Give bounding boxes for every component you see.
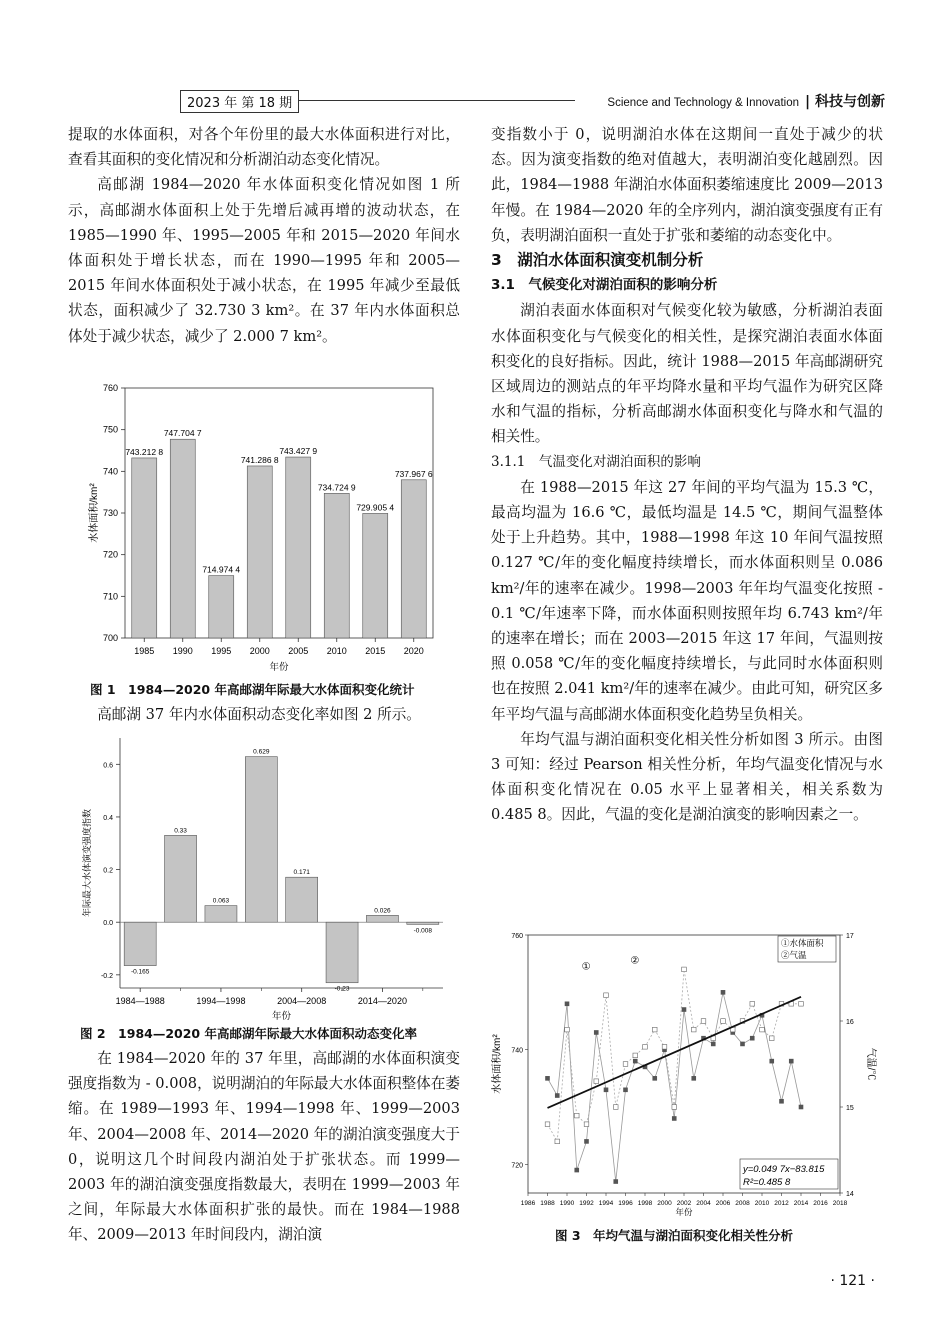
- x-tick-label: 2018: [832, 1200, 848, 1207]
- section-3-1-1-heading: 3.1.1 气温变化对湖泊面积的影响: [491, 453, 701, 470]
- y2-tick-label: 16: [846, 1019, 854, 1026]
- temp-point: [555, 1139, 560, 1144]
- page-header: [180, 90, 885, 110]
- area-point: [672, 1116, 677, 1121]
- x-tick-label: 2020: [403, 646, 424, 656]
- page-number: · 121 ·: [830, 1273, 875, 1289]
- x-tick-label: 2014: [793, 1200, 809, 1207]
- right-paragraph-3: 在 1988—2015 年这 27 年间的平均气温为 15.3 ℃，最高均温为 16.6 ℃，最低均温是 14.5 ℃，期间气温整体处于上升趋势。其中，1988—1998 年这 10 年间气温按照 0.127 ℃/年的变化幅度持续增长，而水体面积则呈 0.086 km²/年的速率在减少。1998—2003 年年均气温变化按照 - 0.1 ℃/年速率下降，而水体面积则按照年均 6.743 km²/年的速率在增长；而在 2003—2015 年这 17 年间，气温则按照 0.058 ℃/年的变化幅度持续增长，与此同时水体面积则也在按照 2.041 km²/年的速率在减少。由此可知，研究区多年平均气温与高邮湖水体面积变化趋势呈负相关。: [491, 478, 883, 723]
- figure-2-caption: 图 2 1984—2020 年高邮湖年际最大水体面积动态变化率: [80, 1026, 417, 1041]
- y2-tick-label: 17: [846, 933, 854, 940]
- x-tick-label: 1986: [520, 1200, 536, 1207]
- area-point: [789, 1059, 794, 1064]
- legend-item: ②气温: [781, 950, 807, 960]
- area-point: [799, 1105, 804, 1110]
- y2-tick-label: 15: [846, 1105, 854, 1112]
- bar: [407, 922, 439, 924]
- y2-tick-label: 14: [846, 1191, 854, 1198]
- area-point: [779, 1099, 784, 1104]
- series-1-marker: ①: [581, 961, 591, 973]
- x-tick-label: 2006: [715, 1200, 731, 1207]
- area-point: [574, 1168, 579, 1173]
- bar: [124, 922, 156, 965]
- figure-3-correlation-chart: [490, 925, 880, 1225]
- area-point: [691, 1076, 696, 1081]
- area-point: [682, 1007, 687, 1012]
- bar: [326, 922, 358, 983]
- bar: [132, 458, 157, 638]
- area-point: [711, 1042, 716, 1047]
- y2-axis-label: 气温/℃: [865, 1047, 876, 1081]
- x-tick-label: 1992: [579, 1200, 594, 1207]
- figure-2-bar-chart: [78, 730, 458, 1025]
- right-paragraph-4: 年均气温与湖泊面积变化相关性分析如图 3 所示。由图 3 可知：经过 Pearson 相关性分析，年均气温变化情况与水体面积变化情况在 0.05 水平上显著相关，相关系数为 0.485 8。因此，气温的变化是湖泊演变的影响因素之一。: [491, 730, 883, 824]
- area-point: [721, 990, 726, 995]
- bar: [324, 493, 349, 638]
- x-tick-label: 2016: [813, 1200, 828, 1207]
- x-tick-label: 1985: [134, 646, 155, 656]
- left-paragraph-2: 高邮湖 1984—2020 年水体面积变化情况如图 1 所示，高邮湖水体面积上处于先增后减再增的波动状态，在 1985—1990 年、1995—2005 年和 2015—2020 年间水体面积处于增长状态，而在 1990—1995 年和 2005—2015 年间水体面积处于减小状态，在 1995 年减少至最低状态，面积减少了 32.730 3 km²。在 37 年内水体面积总体处于减少状态，减少了 2.000 7 km²。: [68, 176, 460, 345]
- x-tick-label: 1994—1998: [196, 996, 246, 1006]
- header-rule: [280, 100, 575, 101]
- area-point: [750, 1036, 755, 1041]
- journal-name-cn: | 科技与创新: [805, 94, 885, 110]
- temp-point: [584, 1122, 589, 1127]
- series-2-marker: ②: [630, 955, 640, 967]
- x-tick-label: 1995: [211, 646, 232, 656]
- left-paragraph-4: 在 1984—2020 年的 37 年里，高邮湖的水体面积演变强度指数为 - 0.008，说明湖泊的年际最大水体面积整体在萎缩。在 1989—1993 年、1994—1998 年、1999—2003 年、2004—2008 年、2014—2020 年的湖泊演变强度大于 0，说明这几个时间段内湖泊处于扩张状态。而 1999—2003 年的湖泊演变强度指数最大，表明在 1999—2003 年之间，年际最大水体面积扩张的最快。而在 1984—1988 年、2009—2013 年时间段内，湖泊演: [68, 1050, 460, 1244]
- x-tick-label: 2014—2020: [357, 996, 407, 1006]
- bar: [205, 906, 237, 923]
- area-point: [555, 1093, 560, 1098]
- x-tick-label: 1996: [618, 1200, 633, 1207]
- journal-name-en: Science and Technology & Innovation: [607, 97, 799, 109]
- bar: [165, 835, 197, 922]
- y-tick-label: 700: [102, 633, 118, 643]
- temp-point: [633, 1053, 638, 1058]
- x-tick-label: 2015: [365, 646, 386, 656]
- x-tick-label: 2004: [696, 1200, 711, 1207]
- data-label: 747.704 7: [163, 428, 202, 439]
- left-paragraph-3: 高邮湖 37 年内水体面积动态变化率如图 2 所示。: [97, 706, 421, 723]
- r-squared: R²=0.485 8: [743, 1177, 791, 1188]
- y-tick-label: 750: [102, 424, 118, 435]
- right-paragraph-1: 变指数小于 0，说明湖泊水体在这期间一直处于减少的状态。因为演变指数的绝对值越大，表明湖泊变化越剧烈。因此，1984—1988 年湖泊水体面积萎缩速度比 2009—2013 年慢。在 1984—2020 年的全序列内，湖泊演变强度有正有负，表明湖泊面积一直处于扩张和萎缩的动态变化中。: [491, 126, 883, 244]
- bar: [401, 480, 426, 638]
- plot-frame: [528, 935, 840, 1193]
- bar: [247, 466, 272, 638]
- y-tick-label: 0.6: [103, 762, 113, 770]
- data-label: 0.33: [174, 827, 187, 835]
- y-tick-label: 0.4: [103, 814, 113, 822]
- temp-point: [662, 1045, 667, 1050]
- data-label: 0.171: [293, 869, 310, 877]
- data-label: 734.724 9: [317, 482, 356, 493]
- right-paragraph-2: 湖泊表面水体面积对气候变化较为敏感，分析湖泊表面水体面积变化与气候变化的相关性，是探究湖泊表面水体面积变化的良好指标。因此，统计 1988—2015 年高邮湖研究区域周边的测站点的年平均降水量和平均气温作为研究区降水和气温的指标，分析高邮湖水体面积变化与降水和气温的相关性。: [491, 302, 883, 446]
- temp-point: [545, 1122, 550, 1127]
- area-point: [613, 1179, 618, 1184]
- temp-point: [701, 1019, 706, 1024]
- area-point: [594, 1030, 599, 1035]
- temp-point: [652, 1027, 657, 1032]
- left-paragraph-1: 提取的水体面积，对各个年份里的最大水体面积进行对比，查看其面积的变化情况和分析湖泊动态变化情况。: [68, 126, 460, 169]
- x-tick-label: 1984—1988: [115, 996, 165, 1006]
- x-tick-label: 2012: [774, 1200, 789, 1207]
- y-axis-label: 年际最大水体演变强度指数: [82, 808, 92, 918]
- temp-point: [799, 1002, 804, 1007]
- temp-point: [565, 1027, 570, 1032]
- y-tick-label: 740: [511, 1047, 523, 1055]
- x-tick-label: 2000: [249, 646, 270, 656]
- area-point: [769, 1059, 774, 1064]
- area-point: [584, 1139, 589, 1144]
- x-tick-label: 2000: [657, 1200, 672, 1207]
- data-label: 737.967 6: [394, 468, 433, 479]
- y-tick-label: 740: [102, 466, 118, 477]
- x-axis-label: 年份: [269, 662, 289, 673]
- temp-point: [721, 1019, 726, 1024]
- area-point: [740, 1042, 745, 1047]
- section-3-heading: 3 湖泊水体面积演变机制分析: [491, 251, 704, 270]
- temp-point: [691, 1027, 696, 1032]
- figure-1-bar-chart: [85, 380, 440, 680]
- x-axis-label: 年份: [675, 1207, 693, 1217]
- temp-point: [613, 1105, 618, 1110]
- y-tick-label: -0.2: [100, 972, 113, 980]
- temp-point: [760, 1027, 765, 1032]
- y-tick-label: 730: [102, 508, 118, 518]
- x-tick-label: 2005: [288, 646, 309, 656]
- x-tick-label: 2004—2008: [277, 996, 327, 1006]
- figure-3-caption: 图 3 年均气温与湖泊面积变化相关性分析: [555, 1228, 794, 1243]
- data-label: -0.23: [334, 985, 350, 993]
- legend-item: ①水体面积: [781, 938, 824, 948]
- x-tick-label: 1994: [598, 1200, 614, 1207]
- bar: [245, 757, 277, 923]
- x-tick-label: 2002: [676, 1200, 692, 1207]
- temp-point: [623, 1062, 628, 1067]
- y-tick-label: 760: [102, 383, 118, 393]
- area-point: [623, 1088, 628, 1093]
- data-label: 0.063: [212, 897, 230, 905]
- y-tick-label: 0.0: [103, 920, 113, 928]
- x-tick-label: 1998: [637, 1200, 653, 1207]
- data-label: 0.629: [253, 748, 270, 756]
- figure-1-caption: 图 1 1984—2020 年高邮湖年际最大水体面积变化统计: [90, 682, 415, 697]
- left-column-bottom: [68, 1046, 460, 1248]
- data-label: 0.026: [374, 907, 391, 915]
- x-tick-label: 1990: [172, 646, 193, 656]
- x-tick-label: 2010: [754, 1200, 770, 1207]
- area-point: [633, 1059, 638, 1064]
- x-axis-label: 年份: [271, 1011, 292, 1022]
- x-tick-label: 1988: [540, 1200, 555, 1207]
- area-point: [604, 1088, 609, 1093]
- issue-label: 2023 年 第 18 期: [180, 90, 299, 113]
- y-tick-label: 720: [102, 549, 118, 560]
- data-label: 743.427 9: [279, 446, 318, 457]
- bar: [286, 457, 311, 638]
- temp-point: [643, 1045, 648, 1050]
- y-tick-label: 0.2: [103, 867, 113, 875]
- x-tick-label: 2010: [326, 646, 347, 656]
- temp-point: [604, 993, 609, 998]
- data-label: 729.905 4: [356, 502, 395, 513]
- y-axis-label: 水体面积/km²: [492, 1034, 503, 1094]
- temp-point: [769, 1036, 774, 1041]
- data-label: -0.008: [413, 927, 433, 935]
- area-point: [565, 1002, 570, 1007]
- area-point: [545, 1076, 550, 1081]
- y-tick-label: 760: [511, 933, 523, 940]
- data-label: 743.212 8: [125, 446, 164, 457]
- temp-point: [672, 1105, 677, 1110]
- x-tick-label: 1990: [559, 1200, 575, 1207]
- regression-line: [548, 997, 802, 1108]
- data-label: -0.165: [130, 968, 150, 976]
- bar: [286, 877, 318, 922]
- right-column: [491, 122, 883, 828]
- bar: [170, 439, 195, 638]
- temp-point: [594, 1079, 599, 1084]
- journal-name: [607, 91, 885, 111]
- y-tick-label: 720: [511, 1162, 523, 1170]
- bar: [366, 915, 398, 922]
- x-tick-label: 2008: [735, 1200, 750, 1207]
- bar: [209, 576, 234, 638]
- regression-equation: y=0.049 7x−83.815: [743, 1164, 825, 1175]
- data-label: 714.974 4: [202, 564, 241, 575]
- y-axis-label: 水体面积/km²: [89, 483, 100, 543]
- y-tick-label: 710: [102, 591, 118, 602]
- series-line-area: [548, 992, 802, 1181]
- temp-point: [682, 967, 687, 972]
- left-paragraph-3-block: [68, 702, 460, 727]
- left-column-top: [68, 122, 460, 349]
- area-point: [652, 1076, 657, 1081]
- section-3-1-heading: 3.1 气候变化对湖泊面积的影响分析: [491, 277, 718, 294]
- bar: [363, 513, 388, 638]
- temp-point: [750, 1002, 755, 1007]
- data-label: 741.286 8: [240, 454, 279, 465]
- temp-point: [574, 1113, 579, 1118]
